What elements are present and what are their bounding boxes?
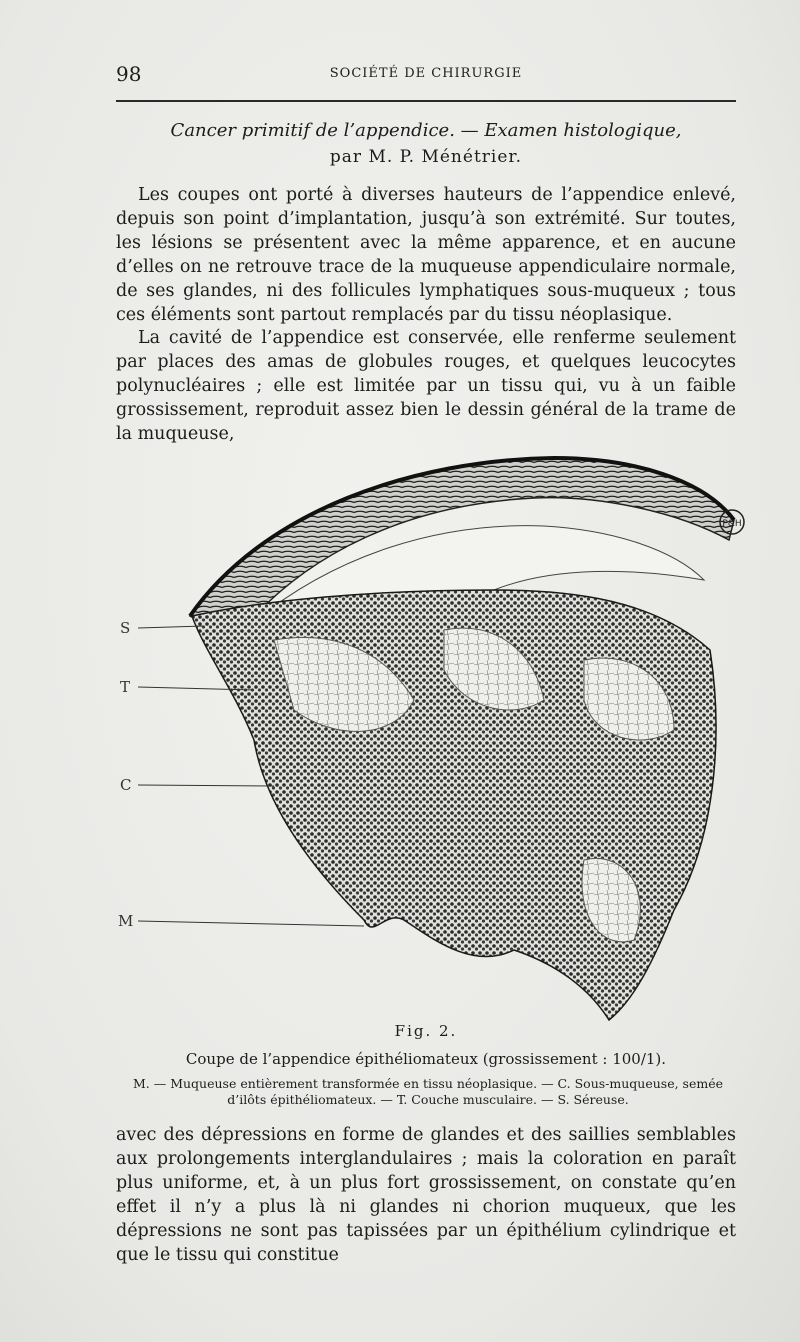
running-head: SOCIÉTÉ DE CHIRURGIE	[329, 66, 523, 81]
figure-label-c: C	[120, 776, 132, 794]
figure-caption: Coupe de l’appendice épithéliomateux (grossissement : 100/1).	[185, 1050, 667, 1068]
page-number: 98	[116, 62, 142, 86]
figure-number: Fig. 2.	[394, 1022, 458, 1040]
paragraph-3-text: avec des dépressions en forme de glandes et des saillies semblables aux prolongements interglandulaires ; mais la coloration en paraît plus uniforme, et, à un plus fort grossissement, on constate qu’en effet il n’y a plus là ni glandes ni chorion muqueux, que les dépressions ne sont pas tapissées par un épithélium cylindrique et que le tissu qui constitue	[116, 1125, 736, 1265]
page-header	[116, 62, 736, 88]
paragraph-2-text: La cavité de l’appendice est conservée, elle renferme seulement par places des amas de globules rouges, et quelques leucocytes polynucléaires ; elle est limitée par un tissu qui, vu à un faible grossissement, reproduit assez bien le dessin général de la trame de la muqueuse,	[116, 328, 736, 444]
article-byline: par M. P. Ménétrier.	[329, 147, 523, 167]
header-rule	[116, 100, 736, 102]
figure-label-s: S	[120, 619, 131, 637]
figure-legend: M. — Muqueuse entièrement transformée en tissu néoplasique. — C. Sous-muqueuse, semée d’ilôts épithéliomateux. — T. Couche musculaire. — S. Séreuse.	[132, 1076, 724, 1107]
leader-line-s	[138, 626, 204, 628]
leader-line-m	[138, 921, 364, 926]
histology-figure	[114, 440, 754, 1030]
paragraph-1	[116, 184, 736, 327]
article-title: Cancer primitif de l’appendice. — Examen histologique,	[170, 120, 682, 141]
stamp-text: P&H	[722, 519, 742, 529]
leader-line-c	[138, 785, 274, 786]
paragraph-3	[116, 1124, 736, 1267]
paragraph-1-text: Les coupes ont porté à diverses hauteurs de l’appendice enlevé, depuis son point d’implantation, jusqu’à son extrémité. Sur toutes, les lésions se présentent avec la même apparence, et en aucune d’elles on ne retrouve trace de la muqueuse appendiculaire normale, de ses glandes, ni des follicules lymphatiques sous-muqueux ; tous ces éléments sont partout remplacés par du tissu néoplasique.	[116, 185, 736, 325]
figure-label-t: T	[120, 678, 131, 696]
histology-section-drawing	[114, 440, 754, 1030]
figure-label-m: M	[118, 912, 134, 930]
paragraph-2	[116, 327, 736, 447]
article-heading	[116, 118, 736, 170]
